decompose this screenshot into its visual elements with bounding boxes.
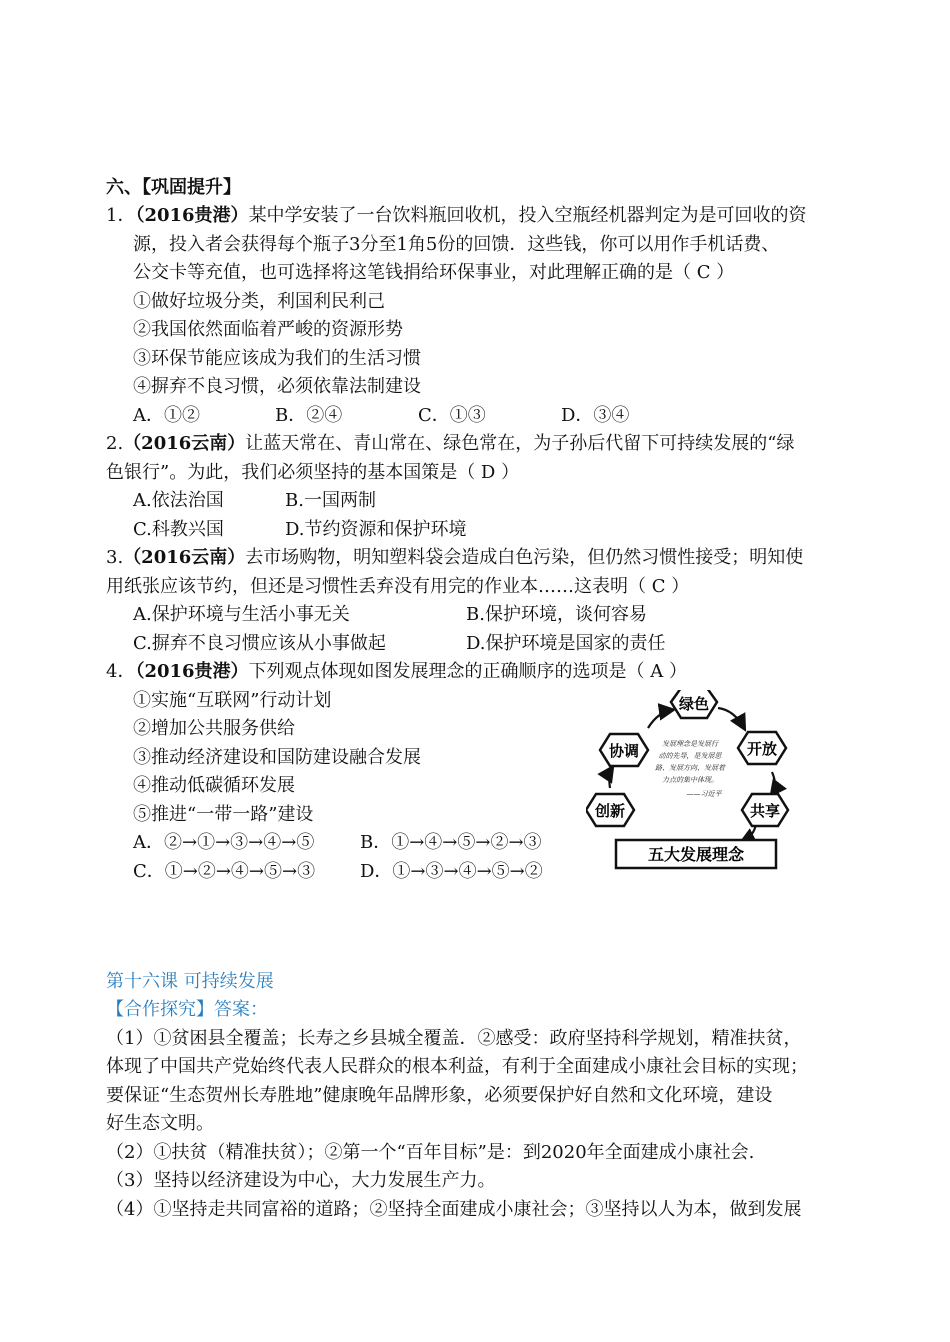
question-2-text: 让蓝天常在、青山常在、绿色常在，为子孙后代留下可持续发展的“绿 (245, 433, 795, 454)
question-1-option-a: A．①② (133, 405, 200, 426)
quote-line: 动的先导，是发展思 (658, 752, 722, 760)
answer-2: （2）①扶贫（精准扶贫）；②第一个“百年目标”是：到2020年全面建成小康社会. (106, 1142, 755, 1163)
question-2-option-b: B.一国两制 (285, 490, 376, 511)
node-open (738, 732, 786, 764)
node-shared (742, 794, 788, 826)
question-3-source: （2016云南） (123, 547, 246, 568)
quote-author: ——习近平 (686, 790, 722, 798)
question-3-line-2: 用纸张应该节约，但还是习惯性丢弃没有用完的作业本……这表明（ C ） (106, 576, 690, 597)
question-4-source: （2016贵港） (135, 661, 249, 682)
arrow-icon (718, 708, 744, 728)
question-2-source: （2016云南） (123, 433, 246, 454)
question-1-item: ①做好垃圾分类，利国利民利己 (133, 291, 385, 312)
answers-heading: 【合作探究】答案： (106, 999, 268, 1020)
five-development-concepts-diagram (586, 690, 816, 872)
arrow-icon (772, 772, 775, 794)
question-4-item: ③推动经济建设和国防建设融合发展 (133, 747, 421, 768)
section-heading: 六、【巩固提升】 (106, 177, 241, 198)
question-4-option-d: D．①→③→④→⑤→② (360, 861, 543, 882)
question-4-item: ④推动低碳循环发展 (133, 775, 295, 796)
question-1-item: ②我国依然面临着严峻的资源形势 (133, 319, 403, 340)
question-4-item: ⑤推进“一带一路”建设 (133, 804, 314, 825)
arrow-icon (648, 710, 672, 728)
question-1-text: 某中学安装了一台饮料瓶回收机，投入空瓶经机器判定为是可回收的资 (248, 205, 807, 226)
question-2-number: 2. (106, 433, 124, 454)
center-quote (655, 740, 726, 798)
question-1-option-d: D．③④ (561, 405, 630, 426)
answer-1-line: 体现了中国共产党始终代表人民群众的根本利益，有利于全面建成小康社会目标的实现； (106, 1056, 808, 1077)
question-1-option-b: B．②④ (275, 405, 343, 426)
question-3-option-c: C.摒弃不良习惯应该从小事做起 (133, 633, 386, 654)
question-1-option-c: C．①③ (418, 405, 486, 426)
quote-line: 发展理念是发展行 (662, 740, 718, 748)
question-4-option-b: B．①→④→⑤→②→③ (360, 832, 542, 853)
lesson-title: 第十六课 可持续发展 (106, 971, 274, 992)
node-label: 创新 (594, 802, 626, 820)
node-label: 开放 (746, 740, 778, 758)
question-4-text: 下列观点体现如图发展理念的正确顺序的选项是（ A ） (248, 661, 688, 682)
node-coordination (600, 734, 648, 766)
question-4-line-1 (106, 658, 687, 686)
question-1-item: ④摒弃不良习惯，必须依靠法制建设 (133, 376, 421, 397)
answer-1-line: （1）①贫困县全覆盖；长寿之乡县城全覆盖．②感受：政府坚持科学规划，精准扶贫， (106, 1028, 802, 1049)
arrow-icon (609, 768, 612, 788)
question-1-line-1 (106, 202, 807, 230)
question-4-item: ①实施“互联网”行动计划 (133, 690, 332, 711)
answer-4: （4）①坚持走共同富裕的道路；②坚持全面建成小康社会；③坚持以人为本，做到发展 (106, 1199, 802, 1220)
answer-1-line: 要保证“生态贺州长寿胜地”健康晚年品牌形象，必须要保护好自然和文化环境，建设 (106, 1085, 773, 1106)
question-3-option-b: B.保护环境，谈何容易 (466, 604, 647, 625)
question-1-line-2: 源，投入者会获得每个瓶子3分至1角5份的回馈．这些钱，你可以用作手机话费、 (133, 234, 780, 255)
node-green (671, 690, 717, 718)
node-innovation (586, 794, 634, 826)
question-1-source: （2016贵港） (135, 205, 249, 226)
question-1-line-3: 公交卡等充值，也可选择将这笔钱捐给环保事业，对此理解正确的是（ C ） (133, 262, 735, 283)
question-4-option-c: C．①→②→④→⑤→③ (133, 861, 316, 882)
question-4-item: ②增加公共服务供给 (133, 718, 295, 739)
question-3-text: 去市场购物，明知塑料袋会造成白色污染，但仍然习惯性接受；明知使 (245, 547, 804, 568)
node-label: 共享 (749, 802, 781, 820)
quote-line: 力点的集中体现。 (662, 776, 718, 784)
question-3-option-d: D.保护环境是国家的责任 (466, 633, 666, 654)
question-3-option-a: A.保护环境与生活小事无关 (133, 604, 350, 625)
question-2-option-a: A.依法治国 (133, 490, 224, 511)
question-1-item: ③环保节能应该成为我们的生活习惯 (133, 348, 421, 369)
question-2-option-c: C.科教兴国 (133, 519, 224, 540)
question-3-number: 3. (106, 547, 124, 568)
question-2-line-1 (106, 430, 795, 458)
question-4-number: 4． (106, 661, 136, 682)
question-1-number: 1． (106, 205, 136, 226)
question-4-option-a: A．②→①→③→④→⑤ (133, 832, 315, 853)
diagram-caption: 五大发展理念 (647, 845, 745, 864)
answer-1-line: 好生态文明。 (106, 1113, 214, 1134)
quote-line: 路、发展方向、发展着 (655, 764, 725, 772)
question-2-option-d: D.节约资源和保护环境 (285, 519, 467, 540)
node-label: 协调 (608, 742, 640, 760)
question-2-line-2: 色银行”。为此，我们必须坚持的基本国策是（ D ） (106, 462, 520, 483)
answer-3: （3）坚持以经济建设为中心，大力发展生产力。 (106, 1170, 496, 1191)
node-label: 绿色 (678, 695, 710, 713)
question-3-line-1 (106, 544, 803, 572)
